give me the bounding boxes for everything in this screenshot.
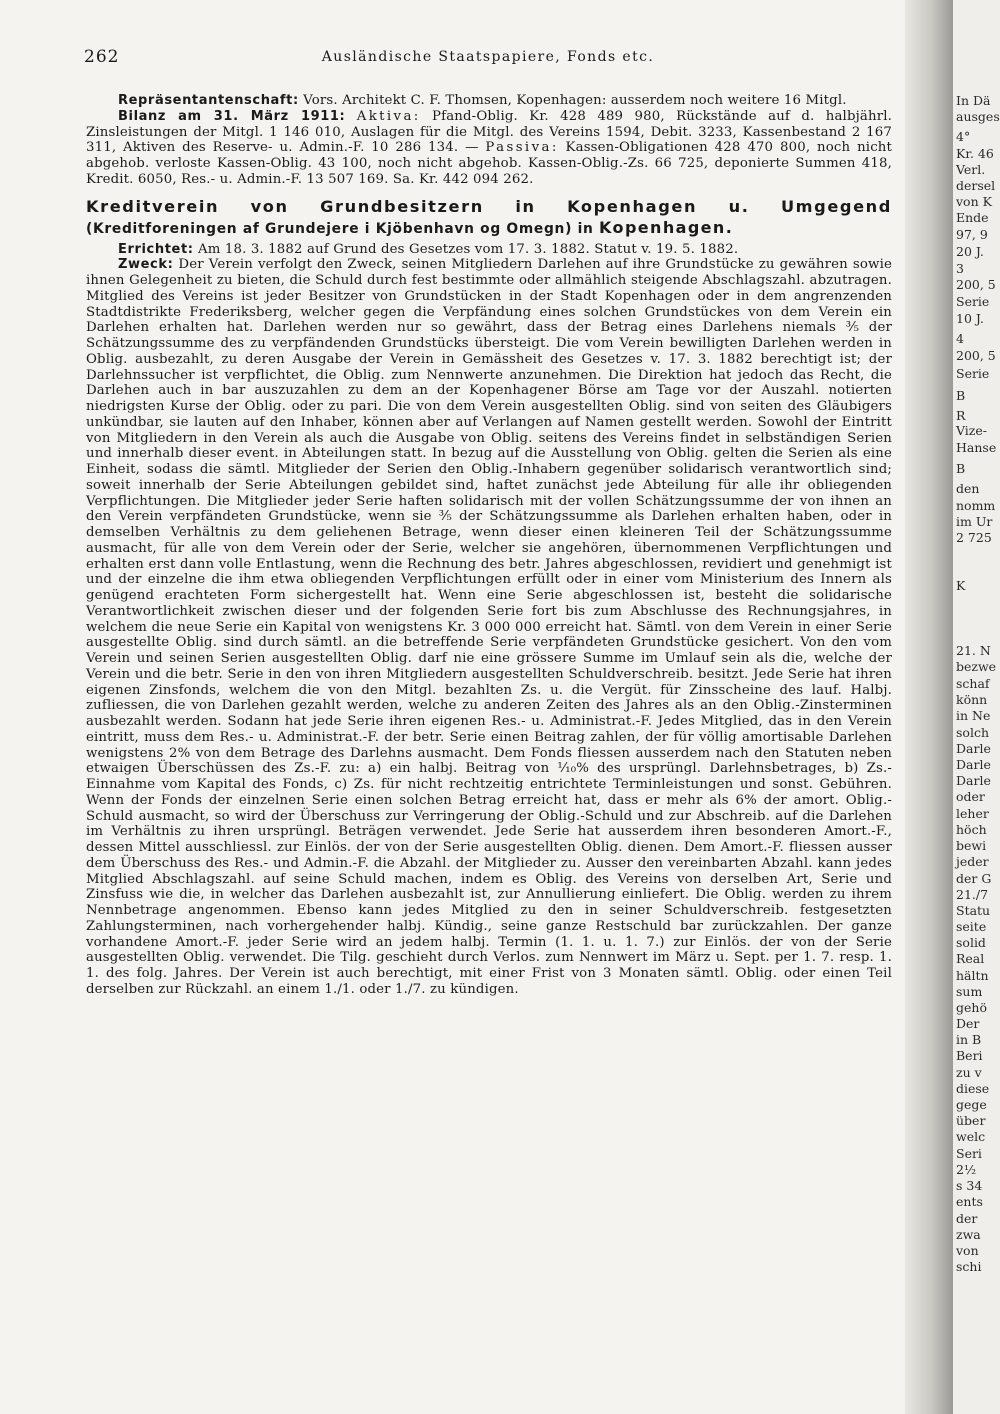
neighbor-fragment: der	[956, 1211, 978, 1226]
neighbor-fragment: 20 J.	[956, 244, 984, 259]
neighbor-fragment: 21./7	[956, 887, 989, 902]
repraesentantenschaft-paragraph	[86, 93, 892, 109]
neighbor-fragment: in Ne	[956, 708, 991, 723]
neighbor-fragment: R	[956, 408, 966, 423]
neighbor-fragment: von K	[956, 194, 992, 209]
neighbor-fragment: 200, 5	[956, 348, 996, 363]
neighbor-fragment: Ende	[956, 210, 989, 225]
neighbor-fragment: Darle	[956, 741, 991, 756]
passiva-label: Passiva:	[485, 140, 559, 156]
neighbor-fragment: dersel	[956, 178, 996, 193]
neighbor-fragment: Darle	[956, 757, 991, 772]
bilanz-label: Bilanz am 31. März 1911:	[118, 108, 346, 124]
neighbor-fragment: solid	[956, 935, 986, 950]
neighbor-fragment: 4°	[956, 129, 971, 144]
errichtet-text: Am 18. 3. 1882 auf Grund des Gesetzes vom 17. 3. 1882. Statut v. 19. 5. 1882.	[193, 241, 739, 257]
neighbor-fragment: 2½	[956, 1162, 977, 1177]
neighbor-fragment: Statu	[956, 903, 991, 918]
page-gutter	[905, 0, 953, 1414]
neighbor-fragment: Seri	[956, 1146, 982, 1161]
neighbor-fragment: schi	[956, 1259, 982, 1274]
neighbor-fragment: 97, 9	[956, 227, 988, 242]
neighbor-fragment: B	[956, 461, 966, 476]
neighbor-fragment: im Ur	[956, 514, 993, 529]
neighbor-page-column	[953, 0, 1000, 1414]
running-title: Ausländische Staatspapiere, Fonds etc.	[321, 49, 655, 65]
section-subtitle: (Kreditforeningen af Grundejere i Kjöbenhavn og Omegn) in	[86, 220, 600, 237]
neighbor-fragment: könn	[956, 692, 988, 707]
neighbor-fragment: in B	[956, 1032, 982, 1047]
neighbor-fragment: 200, 5	[956, 277, 996, 292]
neighbor-fragment: 3	[956, 261, 964, 276]
zweck-paragraph	[86, 257, 892, 997]
page-number: 262	[84, 47, 120, 67]
section-heading	[86, 197, 892, 239]
neighbor-fragment: solch	[956, 725, 989, 740]
neighbor-fragment: welc	[956, 1129, 986, 1144]
neighbor-fragment: Darle	[956, 773, 991, 788]
neighbor-fragment: Der	[956, 1016, 980, 1031]
neighbor-fragment: leher	[956, 806, 989, 821]
neighbor-fragment: ents	[956, 1194, 983, 1209]
neighbor-fragment: sum	[956, 984, 983, 999]
errichtet-paragraph	[86, 242, 892, 258]
repraesentantenschaft-label: Repräsentantenschaft:	[118, 93, 299, 108]
neighbor-fragment: Serie	[956, 366, 990, 381]
aktiva-text: Pfand-Oblig. Kr. 428 489 980, Rückstände auf d. halbjährl. Zinsleistungen der Mitgl. 1 146 010, Auslagen für die Mitgl. des Vereins 1594, Debit. 3233, Kassenbestand 2 167 311, Aktiven des Reserve- u. Admin.-F. 10 286 134. —	[86, 108, 892, 156]
neighbor-fragment: Serie	[956, 294, 990, 309]
neighbor-fragment: 21. N	[956, 643, 991, 658]
neighbor-fragment: Beri	[956, 1048, 983, 1063]
neighbor-fragment: s 34	[956, 1178, 983, 1193]
neighbor-fragment: bezwe	[956, 659, 997, 674]
neighbor-fragment: über	[956, 1113, 986, 1128]
zweck-text: Der Verein verfolgt den Zweck, seinen Mitgliedern Darlehen auf ihre Grundstücke zu gewähren sowie ihnen Gelegenheit zu bieten, die Schuld durch fest bestimmte oder allmählich steigende Abschlagszahl. abzutragen. Mitglied des Vereins ist jeder Besitzer von Grundstücken in der Stadt Kopenhagen oder in dem angrenzenden Stadtdistrikte Frederiksberg, welcher gegen die Verpfändung eines solchen Grundstückes von dem Verein ein Darlehen erhalten hat. Darlehen werden nur so gewährt, dass der Betrag eines Darlehens niemals ³⁄₅ der Schätzungssumme des zu verpfändenden Grundstücks übersteigt. Die vom Verein bewilligten Darlehen werden in Oblig. ausbezahlt, zu deren Ausgabe der Verein in Gemässheit des Gesetzes v. 17. 3. 1882 berechtigt ist; der Darlehnssucher ist verpflichtet, die Oblig. zum Nennwerte anzunehmen. Die Direktion hat jedoch das Recht, die Darlehen auch in bar auszuzahlen zu dem an der Kopenhagener Börse am Tage vor der Auszahl. notierten niedrigsten Kurse der Oblig. oder zu pari. Die von dem Verein ausgestellten Oblig. sind von seiten des Gläubigers unkündbar, sie lauten auf den Inhaber, können aber auf Verlangen auf Namen gestellt werden. Sowohl der Eintritt von Mitgliedern in den Verein als auch die Ausgabe von Oblig. seitens des Vereins findet in selbständigen Serien und innerhalb dieser event. in Abteilungen statt. In bezug auf die Ausstellung von Oblig. gelten die Serien als eine Einheit, sodass die sämtl. Mitglieder der Serien den Oblig.-Inhabern gegenüber solidarisch verantwortlich sind; soweit innerhalb der Serie Abteilungen gebildet sind, haftet zunächst jede Abteilung für alle ihr obliegenden Verpflichtungen. Die Mitglieder jeder Serie haften solidarisch mit der vollen Schätzungssumme der von ihnen an den Verein verpfändeten Grundstücke, wenn sie ³⁄₅ der Schätzungssumme als Darlehen erhalten haben, oder in demselben Verhältnis zu dem geliehenen Betrage, wenn dieser einen kleineren Teil der Schätzungssumme ausmacht, für alle von dem Verein oder der Serie, welcher sie angehören, übernommenen Verpflichtungen und erhalten erst dann volle Entlastung, wenn die Rechnung des betr. Jahres abgeschlossen, revidiert und genehmigt ist und der einzelne die ihm etwa obliegenden Verpflichtungen erfüllt oder in einer vom Ministerium des Innern als genügend erachteten Form sichergestellt hat. Wenn eine Serie abgeschlossen ist, besteht die solidarische Verantwortlichkeit zwischen dieser und der folgenden Serie fort bis zum Abschlusse des Rechnungsjahres, in welchem die neue Serie ein Kapital von wenigstens Kr. 3 000 000 erreicht hat. Sämtl. von dem Verein in einer Serie ausgestellte Oblig. sind durch sämtl. an die betreffende Serie verpfändeten Grundstücke gesichert. Von den vom Verein und seinen Serien ausgestellten Oblig. darf nie eine grössere Summe im Umlauf sein als die, welche der Verein und die betr. Serie in den von ihren Mitgliedern ausgestellten Schuldverschreib. besitzt. Jede Serie hat ihren eigenen Zinsfonds, welchem die von den Mitgl. bezahlten Zs. u. die Vergüt. für Zinsscheine des lauf. Halbj. zufliessen, die von Darlehen gezahlt werden, welche zu anderen Zeiten des Jahres als an den Oblig.-Zinsterminen ausbezahlt werden. Sodann hat jede Serie ihren eigenen Res.- u. Administrat.-F. Jedes Mitglied, das in den Verein eintritt, muss dem Res.- u. Administrat.-F. der betr. Serie einen Beitrag zahlen, der für völlig amortisable Darlehen wenigstens 2% von dem Betrage des Darlehns ausmacht. Dem Fonds fliessen ausserdem nach den Statuten neben etwaigen Überschüssen des Zs.-F. zu: a) ein halbj. Beitrag von ¹⁄₁₀% des ursprüngl. Darlehnsbetrages, b) Zs.-Einnahme vom Kapital des Fonds, c) Zs. für nicht rechtzeitig entrichtete Terminleistungen und sonst. Gebühren. Wenn der Fonds der einzelnen Serie einen solchen Betrag erreicht hat, dass er mehr als 6% der amort. Oblig.-Schuld ausmacht, so wird der Überschuss zur Verringerung der Oblig.-Schuld und zur Abschreib. auf die Darlehen im Verhältnis zu ihren ursprüngl. Beträgen verwendet. Jede Serie hat ausserdem ihren besonderen Amort.-F., dessen Mittel ausschliessl. zur Einlös. der von der Serie ausgestellten Oblig. dienen. Dem Amort.-F. fliessen ausser dem Überschuss des Res.- und Admin.-F. die Abzahl. der Mitglieder zu. Ausser den vereinbarten Abzahl. kann jedes Mitglied Abschlagszahl. auf seine Schuld machen, indem es Oblig. des Vereins von derselben Art, Serie und Zinsfuss wie die, in welcher das Darlehen ausbezahlt ist, zur Annullierung einliefert. Die Oblig. werden zu ihrem Nennbetrage angenommen. Ebenso kann jedes Mitglied zu den in seiner Schuldverschreib. festgesetzten Zahlungsterminen, nach vorhergehender halbj. Kündig., seine ganze Restschuld bar zurückzahlen. Der ganze vorhandene Amort.-F. jeder Serie wird an jedem halbj. Termin (1. 1. u. 1. 7.) zur Einlös. der von der Serie ausgestellten Oblig. verwendet. Die Tilg. geschieht durch Verlos. zum Nennwert im März u. Sept. per 1. 7. resp. 1. 1. des folg. Jahres. Der Verein ist auch berechtigt, mit einer Frist von 3 Monaten sämtl. Oblig. oder einen Teil derselben zur Rückzahl. an einem 1./1. oder 1./7. zu kündigen.	[86, 257, 892, 997]
neighbor-fragment: den	[956, 481, 980, 496]
neighbor-fragment: Vize-	[956, 423, 988, 438]
page-header	[84, 47, 892, 71]
neighbor-fragment: zwa	[956, 1227, 981, 1242]
neighbor-fragment: nomm	[956, 498, 996, 513]
section-title-end: Kopenhagen.	[599, 217, 734, 237]
neighbor-fragment: gehö	[956, 1000, 987, 1015]
neighbor-fragment: Real	[956, 951, 985, 966]
neighbor-fragment: B	[956, 388, 966, 403]
zweck-label: Zweck:	[118, 257, 174, 273]
neighbor-fragment: zu v	[956, 1065, 982, 1080]
neighbor-fragment: gege	[956, 1097, 987, 1112]
neighbor-fragment: 2 725	[956, 530, 992, 545]
neighbor-fragment: schaf	[956, 676, 990, 691]
errichtet-label: Errichtet:	[118, 241, 194, 257]
neighbor-fragment: Hanse	[956, 440, 997, 455]
section-title: Kreditverein von Grundbesitzern in Kopenhagen u. Umgegend	[86, 196, 892, 216]
neighbor-fragment: von	[956, 1243, 979, 1258]
neighbor-fragment: seite	[956, 919, 987, 934]
neighbor-fragment: In Dä	[956, 93, 991, 108]
neighbor-fragment: der G	[956, 871, 992, 886]
neighbor-fragment: höch	[956, 822, 987, 837]
neighbor-fragment: bewi	[956, 838, 987, 853]
neighbor-fragment: Verl.	[956, 162, 986, 177]
passiva-text: Kassen-Obligationen 428 470 800, noch nicht abgehob. verloste Kassen-Oblig. 43 100, noch nicht abgehob. Kassen-Oblig.-Zs. 66 725, deponierte Summen 418, Kredit. 6050, Res.- u. Admin.-F. 13 507 169. Sa. Kr. 442 094 262.	[86, 140, 893, 187]
neighbor-fragment: K	[956, 578, 966, 593]
neighbor-fragment: hältn	[956, 968, 989, 983]
bilanz-paragraph	[86, 109, 892, 188]
neighbor-fragment: Kr. 46	[956, 146, 994, 161]
aktiva-label: Aktiva:	[356, 108, 421, 124]
neighbor-fragment: ausges	[956, 109, 1000, 124]
neighbor-fragment: jeder	[956, 854, 989, 869]
neighbor-fragment: 4	[956, 331, 964, 346]
neighbor-fragment: oder	[956, 789, 985, 804]
neighbor-fragment: 10 J.	[956, 311, 984, 326]
main-column	[86, 93, 892, 998]
neighbor-fragment: diese	[956, 1081, 990, 1096]
repraesentantenschaft-text: Vors. Architekt C. F. Thomsen, Kopenhagen: ausserdem noch weitere 16 Mitgl.	[298, 93, 847, 108]
